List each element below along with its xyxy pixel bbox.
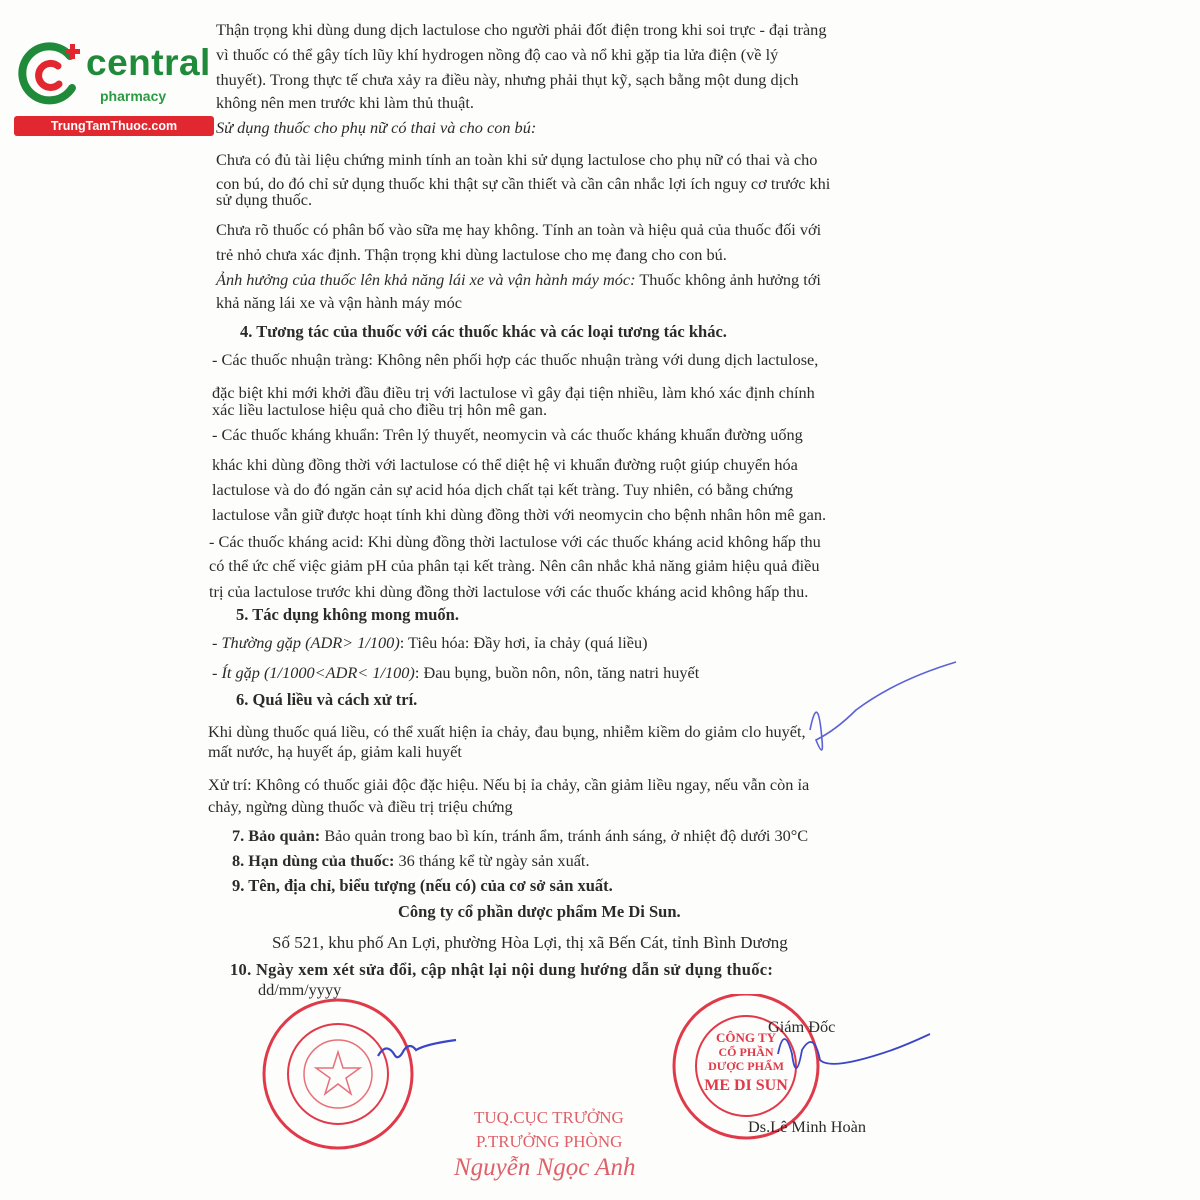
s4-line-2: đặc biệt khi mới khởi đầu điều trị với lactulose vì gây đại tiện nhiều, làm khó xác định chính — [212, 383, 815, 402]
margin-signature — [790, 660, 970, 760]
brand-name: central — [86, 42, 211, 83]
intro-line-3: thuyết). Trong thực tế chưa xảy ra điều này, nhưng phải thụt kỹ, sạch bằng một dung dịch — [216, 70, 799, 89]
dept-name: Nguyễn Ngọc Anh — [454, 1154, 636, 1181]
dept-line-1: TUQ.CỤC TRƯỞNG — [474, 1108, 624, 1127]
s4-line-5: khác khi dùng đồng thời với lactulose có thể diệt hệ vi khuẩn đường ruột giúp chuyển hóa — [212, 455, 798, 474]
ministry-signature-icon — [378, 1040, 456, 1057]
s6-line-4: chảy, ngừng dùng thuốc và điều trị triệu chứng — [208, 797, 513, 816]
section-6-title: 6. Quá liều và cách xử trí. — [236, 690, 418, 709]
intro-line-2: vì thuốc có thể gây tích lũy khí hydrogen nồng độ cao và nổ khi gặp tia lửa điện (về lý — [216, 45, 779, 64]
director-name: Ds.Lê Minh Hoàn — [748, 1117, 867, 1136]
director-title: Giám Đốc — [768, 1017, 836, 1036]
pregnancy-line-4: Chưa rõ thuốc có phân bố vào sữa mẹ hay không. Tính an toàn và hiệu quả của thuốc đối với — [216, 220, 822, 239]
s6-line-2: mất nước, hạ huyết áp, giảm kali huyết — [208, 742, 462, 761]
dept-line-2: P.TRƯỞNG PHÒNG — [476, 1132, 623, 1151]
s7-label: 7. Bảo quản: — [232, 826, 321, 845]
s4-line-4: - Các thuốc kháng khuẩn: Trên lý thuyết, neomycin và các thuốc kháng khuẩn đường uống — [212, 425, 803, 444]
section-10-title: 10. Ngày xem xét sửa đổi, cập nhật lại nội dung hướng dẫn sử dụng thuốc: — [230, 960, 774, 979]
s6-line-1: Khi dùng thuốc quá liều, có thể xuất hiện ỉa chảy, đau bụng, nhiễm kiềm do giảm clo huyết, — [208, 722, 806, 741]
company-name: Công ty cổ phần dược phẩm Me Di Sun. — [398, 902, 681, 921]
pregnancy-heading: Sử dụng thuốc cho phụ nữ có thai và cho con bú: — [216, 118, 537, 137]
s8-text: 36 tháng kể từ ngày sản xuất. — [398, 851, 590, 870]
s4-line-7: lactulose vẫn giữ được hoạt tính khi dùng đồng thời với neomycin cho bệnh nhân hôn mê gan. — [212, 505, 827, 524]
brand-sub: pharmacy — [100, 88, 167, 104]
section-9-title: 9. Tên, địa chỉ, biểu tượng (nếu có) của cơ sở sản xuất. — [232, 876, 613, 895]
svg-text:CÔNG TY: CÔNG TY — [715, 1030, 777, 1045]
ministry-stamp — [258, 994, 478, 1154]
section-5-title: 5. Tác dụng không mong muốn. — [236, 605, 459, 624]
svg-text:ME DI SUN: ME DI SUN — [704, 1077, 788, 1094]
driving-text: Thuốc không ảnh hưởng tới — [639, 270, 821, 289]
s5-common-text: : Tiêu hóa: Đầy hơi, ỉa chảy (quá liều) — [399, 633, 648, 652]
s4-line-9: có thể ức chế việc giảm pH của phân tại kết tràng. Nên cân nhắc khả năng giảm hiệu quả điều — [209, 556, 820, 575]
s4-line-3: xác liều lactulose hiệu quả cho điều trị hôn mê gan. — [212, 400, 548, 419]
intro-line-1: Thận trọng khi dùng dung dịch lactulose cho người phải đốt điện trong khi soi trực - đại tràng — [216, 20, 827, 39]
section-4-title: 4. Tương tác của thuốc với các thuốc khác và các loại tương tác khác. — [240, 322, 727, 341]
s4-line-8: - Các thuốc kháng acid: Khi dùng đồng thời lactulose với các thuốc kháng acid không hấp thu — [209, 532, 821, 551]
s5-rare-label: - Ít gặp (1/1000<ADR< 1/100) — [212, 663, 415, 682]
brand-logo[interactable] — [8, 38, 213, 138]
s5-rare-text: : Đau bụng, buồn nôn, nôn, tăng natri huyết — [414, 663, 700, 682]
director-signature-icon — [778, 1034, 930, 1068]
s8-line — [232, 851, 590, 870]
s7-line — [232, 826, 808, 845]
section-10-date: dd/mm/yyyy — [258, 980, 342, 999]
intro-line-4: không nên men trước khi làm thủ thuật. — [216, 93, 474, 112]
s4-line-1: - Các thuốc nhuận tràng: Không nên phối hợp các thuốc nhuận tràng với dung dịch lactulose, — [212, 350, 819, 369]
company-address: Số 521, khu phố An Lợi, phường Hòa Lợi, thị xã Bến Cát, tỉnh Bình Dương — [272, 933, 788, 952]
driving-line-1 — [216, 270, 821, 289]
s5-common-label: - Thường gặp (ADR> 1/100) — [212, 633, 400, 652]
pregnancy-line-5: trẻ nhỏ chưa xác định. Thận trọng khi dùng lactulose cho mẹ đang cho con bú. — [216, 245, 727, 264]
pregnancy-line-3: sử dụng thuốc. — [216, 190, 313, 209]
driving-line-2: khả năng lái xe và vận hành máy móc — [216, 293, 462, 312]
brand-url[interactable]: TrungTamThuoc.com — [14, 116, 214, 136]
pregnancy-line-2: con bú, do đó chỉ sử dụng thuốc khi thật sự cần thiết và cần cân nhắc lợi ích nguy cơ trước khi — [216, 174, 831, 193]
s8-label: 8. Hạn dùng của thuốc: — [232, 851, 395, 870]
pregnancy-line-1: Chưa có đủ tài liệu chứng minh tính an toàn khi sử dụng lactulose cho phụ nữ có thai và cho — [216, 150, 818, 169]
svg-text:DƯỢC PHẨM: DƯỢC PHẨM — [708, 1059, 784, 1073]
s5-common — [212, 633, 648, 652]
ministry-stamp-seal-icon — [264, 1000, 412, 1148]
s5-rare — [212, 663, 699, 682]
s7-text: Bảo quản trong bao bì kín, tránh ẩm, tránh ánh sáng, ở nhiệt độ dưới 30°C — [324, 826, 809, 845]
s4-line-10: trị của lactulose trước khi dùng đồng thời lactulose với các thuốc kháng acid không hấp thu. — [209, 582, 809, 601]
s6-line-3: Xử trí: Không có thuốc giải độc đặc hiệu. Nếu bị ỉa chảy, cần giảm liều ngay, nếu vẫn còn ỉa — [208, 775, 810, 794]
s4-line-6: lactulose và do đó ngăn cản sự acid hóa dịch chất tại kết tràng. Tuy nhiên, có bằng chứng — [212, 480, 794, 499]
driving-heading: Ảnh hưởng của thuốc lên khả năng lái xe và vận hành máy móc: — [216, 270, 636, 289]
svg-text:CỔ PHẦN: CỔ PHẦN — [718, 1045, 774, 1059]
central-logo-icon — [12, 38, 84, 110]
margin-signature-icon — [810, 662, 956, 750]
